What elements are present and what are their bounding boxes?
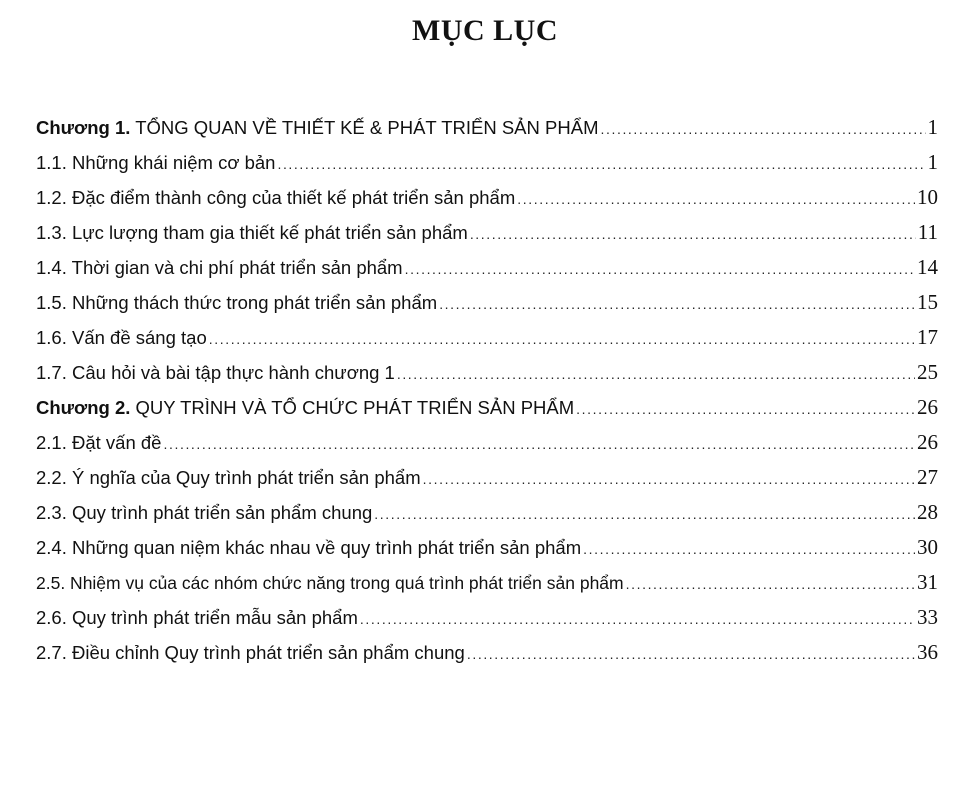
page-number: 1 [927, 115, 938, 139]
dot-leader [576, 401, 915, 417]
toc-entry[interactable] [36, 185, 938, 220]
dot-leader [360, 611, 915, 627]
dot-leader [423, 471, 915, 487]
page-number: 15 [917, 290, 938, 314]
toc-entry[interactable] [36, 220, 938, 255]
toc-entry-text [36, 117, 598, 139]
toc-entry-chapter-2[interactable] [36, 395, 938, 430]
dot-leader [397, 366, 915, 382]
page-number: 26 [917, 430, 938, 454]
dot-leader [405, 261, 915, 277]
dot-leader [583, 541, 915, 557]
page-number: 10 [917, 185, 938, 209]
toc-entry-text: 1.3. Lực lượng tham gia thiết kế phát triển sản phẩm [36, 222, 468, 243]
toc-entry[interactable] [36, 640, 938, 675]
toc-entry[interactable] [36, 535, 938, 570]
toc-entry-text: 2.5. Nhiệm vụ của các nhóm chức năng trong quá trình phát triển sản phẩm [36, 573, 624, 593]
toc-entry[interactable] [36, 150, 938, 185]
chapter-label: Chương 2. [36, 397, 131, 418]
toc-entry-text: 1.2. Đặc điểm thành công của thiết kế phát triển sản phẩm [36, 187, 516, 208]
toc-entry[interactable] [36, 255, 938, 290]
toc-entry-text [36, 397, 574, 419]
page-number: 27 [917, 465, 938, 489]
toc-entry-text: 1.5. Những thách thức trong phát triển sản phẩm [36, 292, 438, 313]
toc-entry[interactable] [36, 500, 938, 535]
toc-entry-text: 1.7. Câu hỏi và bài tập thực hành chương 1 [36, 362, 395, 383]
page-number: 31 [917, 570, 938, 594]
dot-leader [439, 296, 915, 312]
toc-entry-text: 2.3. Quy trình phát triển sản phẩm chung [36, 502, 373, 523]
page-number: 28 [917, 500, 938, 524]
chapter-label: Chương 1. [36, 117, 131, 138]
toc-entry-text: 1.6. Vấn đề sáng tạo [36, 327, 207, 348]
page-number: 30 [917, 535, 938, 559]
page-title: MỤC LỤC [412, 14, 558, 47]
toc-entry-text: 2.2. Ý nghĩa của Quy trình phát triển sản phẩm [36, 467, 421, 488]
page-number: 25 [917, 360, 938, 384]
dot-leader [277, 156, 925, 172]
dot-leader [209, 331, 915, 347]
dot-leader [470, 226, 916, 242]
table-of-contents [36, 115, 938, 675]
page-number: 33 [917, 605, 938, 629]
toc-entry-text: 2.4. Những quan niệm khác nhau về quy trình phát triển sản phẩm [36, 537, 582, 558]
toc-entry-chapter-1[interactable] [36, 115, 938, 150]
page-number: 36 [917, 640, 938, 664]
page-number: 11 [917, 220, 938, 244]
dot-leader [517, 191, 915, 207]
dot-leader [467, 646, 915, 662]
toc-entry-text: 1.4. Thời gian và chi phí phát triển sản phẩm [36, 257, 403, 278]
toc-entry[interactable] [36, 290, 938, 325]
toc-entry[interactable] [36, 605, 938, 640]
chapter-title: TỔNG QUAN VỀ THIẾT KẾ & PHÁT TRIỂN SẢN PHẨM [130, 117, 599, 138]
dot-leader [163, 436, 915, 452]
toc-entry[interactable] [36, 360, 938, 395]
page-number: 14 [917, 255, 938, 279]
toc-entry-text: 2.6. Quy trình phát triển mẫu sản phẩm [36, 607, 358, 628]
page-number: 1 [927, 150, 938, 174]
dot-leader [600, 121, 925, 137]
dot-leader [626, 576, 915, 592]
toc-entry[interactable] [36, 430, 938, 465]
toc-entry[interactable] [36, 465, 938, 500]
toc-entry[interactable] [36, 325, 938, 360]
chapter-title: QUY TRÌNH VÀ TỔ CHỨC PHÁT TRIỂN SẢN PHẨM [130, 397, 575, 418]
page-number: 26 [917, 395, 938, 419]
toc-entry-text: 2.1. Đặt vấn đề [36, 432, 162, 453]
page-number: 17 [917, 325, 938, 349]
dot-leader [374, 506, 915, 522]
toc-entry-text: 2.7. Điều chỉnh Quy trình phát triển sản phẩm chung [36, 642, 465, 663]
toc-entry-text: 1.1. Những khái niệm cơ bản [36, 152, 276, 173]
toc-entry[interactable] [36, 570, 938, 605]
